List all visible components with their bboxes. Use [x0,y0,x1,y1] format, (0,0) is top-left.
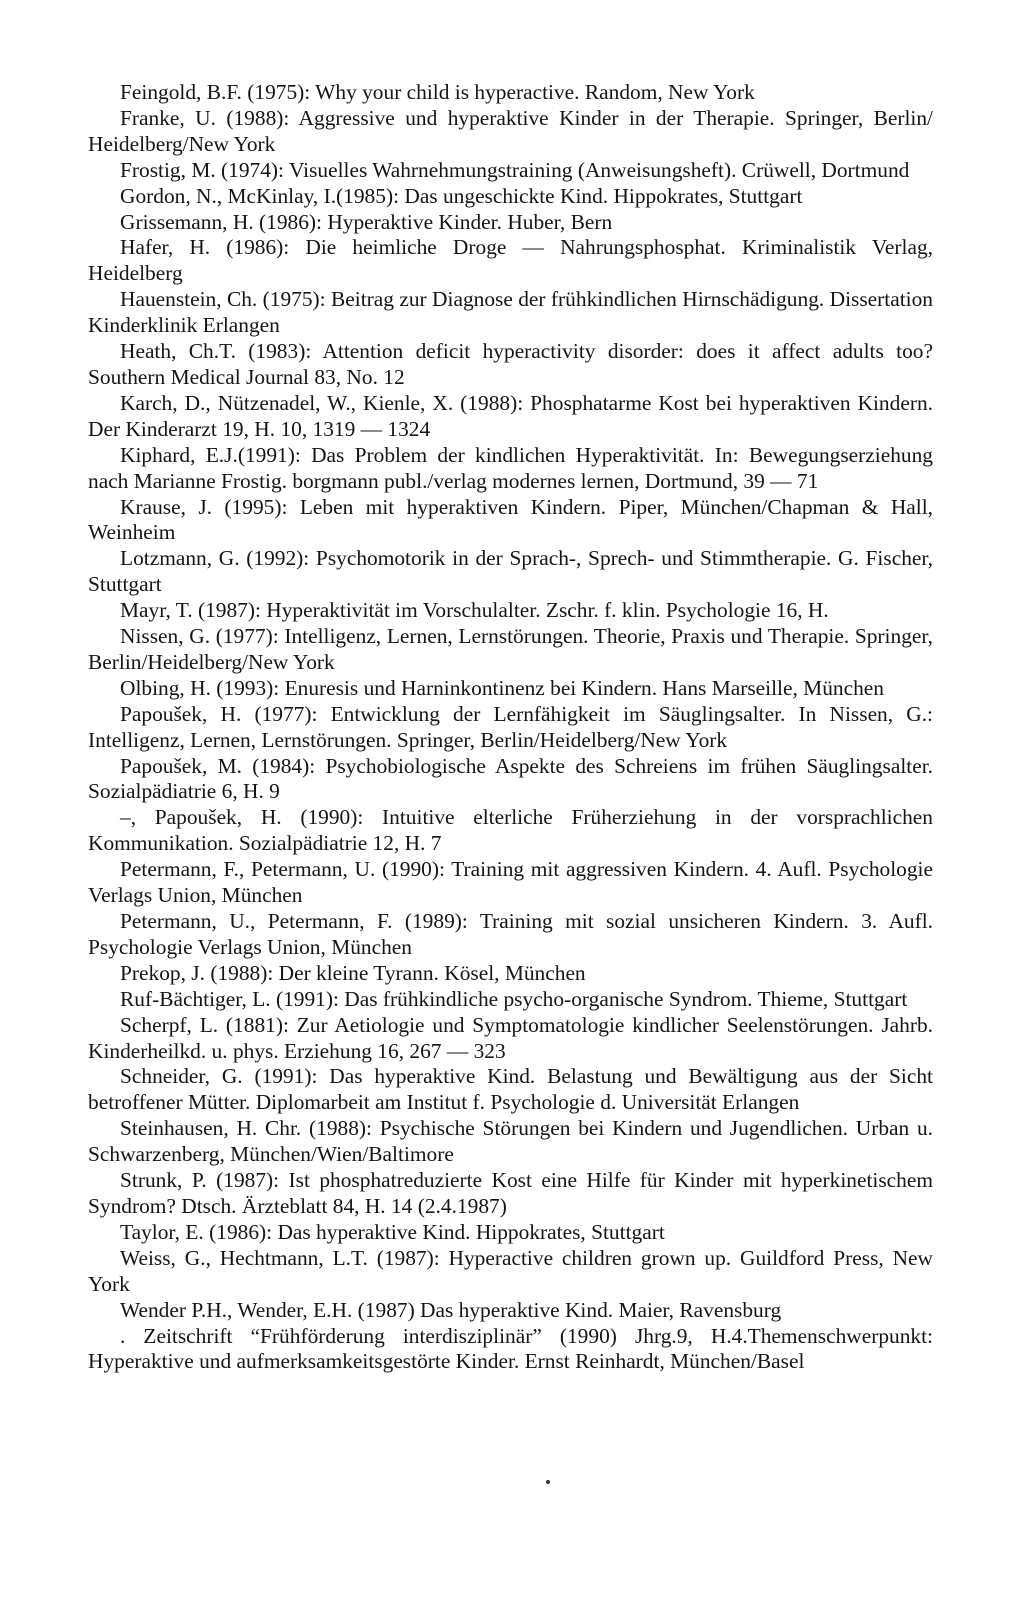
reference-hauenstein: Hauenstein, Ch. (1975): Beitrag zur Diagnose der frühkindlichen Hirnschädigung. Dissertation Kinderklinik Erlangen [88,287,933,338]
reference-krause: Krause, J. (1995): Leben mit hyperaktiven Kindern. Piper, München/Chapman & Hall, Weinheim [88,494,933,545]
reference-list [88,80,933,1375]
reference-papousek-h: Papoušek, H. (1977): Entwicklung der Lernfähigkeit im Säuglingsalter. In Nissen, G.: Intelligenz, Lernen, Lernstörungen. Springer, Berlin/Heidelberg/New York [88,701,933,752]
reference-mayr: Mayr, T. (1987): Hyperaktivität im Vorschulalter. Zschr. f. klin. Psychologie 16, H. [120,598,829,623]
reference-wender: Wender P.H., Wender, E.H. (1987) Das hyperaktive Kind. Maier, Ravensburg [120,1297,782,1322]
reference-strunk: Strunk, P. (1987): Ist phosphatreduzierte Kost eine Hilfe für Kinder mit hyperkinetischem Syndrom? Dtsch. Ärzteblatt 84, H. 14 (2.4.1987) [88,1168,933,1218]
reference-papousek-h-1990: –, Papoušek, H. (1990): Intuitive elterliche Früherziehung in der vorsprachlichen Kommunikation. Sozialpädiatrie 12, H. 7 [88,805,933,856]
reference-franke: Franke, U. (1988): Aggressive und hyperaktive Kinder in der Therapie. Springer, Berlin/ Heidelberg/New York [88,105,933,156]
reference-weiss: Weiss, G., Hechtmann, L.T. (1987): Hyperactive children grown up. Guildford Press, New York [88,1245,933,1296]
reference-steinhausen: Steinhausen, H. Chr. (1988): Psychische Störungen bei Kindern und Jugendlichen. Urban u. Schwarzenberg, München/Wien/Baltimore [88,1116,933,1167]
stray-dot-mark [546,1480,550,1484]
reference-kiphard: Kiphard, E.J.(1991): Das Problem der kindlichen Hyperaktivität. In: Bewegungserziehung nach Marianne Frostig. borgmann publ./verlag modernes lernen, Dortmund, 39 — 71 [88,442,933,493]
reference-grissemann: Grissemann, H. (1986): Hyperaktive Kinder. Huber, Bern [120,209,613,234]
reference-heath: Heath, Ch.T. (1983): Attention deficit hyperactivity disorder: does it affect adults too? Southern Medical Journal 83, No. 12 [88,339,933,389]
reference-ruf-baechtiger: Ruf-Bächtiger, L. (1991): Das frühkindliche psycho-organische Syndrom. Thieme, Stuttgart [120,986,908,1011]
reference-nissen: Nissen, G. (1977): Intelligenz, Lernen, Lernstörungen. Theorie, Praxis und Therapie. Springer, Berlin/Heidelberg/New York [88,624,933,674]
reference-prekop: Prekop, J. (1988): Der kleine Tyrann. Kösel, München [120,960,586,985]
reference-petermann-f: Petermann, F., Petermann, U. (1990): Training mit aggressiven Kindern. 4. Aufl. Psychologie Verlags Union, München [88,857,933,908]
reference-feingold: Feingold, B.F. (1975): Why your child is hyperactive. Random, New York [120,80,755,104]
reference-schneider: Schneider, G. (1991): Das hyperaktive Kind. Belastung und Bewältigung aus der Sicht betroffener Mütter. Diplomarbeit am Institut f. Psychologie d. Universität Erlangen [88,1064,933,1115]
reference-gordon: Gordon, N., McKinlay, I.(1985): Das ungeschickte Kind. Hippokrates, Stuttgart [120,183,803,208]
reference-frostig: Frostig, M. (1974): Visuelles Wahrnehmungstraining (Anweisungsheft). Crüwell, Dortmund [120,157,910,182]
reference-scherpf: Scherpf, L. (1881): Zur Aetiologie und Symptomatologie kindlicher Seelenstörungen. Jahrb. Kinderheilkd. u. phys. Erziehung 16, 267 — 323 [88,1012,933,1063]
reference-petermann-u: Petermann, U., Petermann, F. (1989): Training mit sozial unsicheren Kindern. 3. Aufl. Psychologie Verlags Union, München [88,909,933,959]
reference-karch: Karch, D., Nützenadel, W., Kienle, X. (1988): Phosphatarme Kost bei hyperaktiven Kindern. Der Kinderarzt 19, H. 10, 1319 — 1324 [88,390,933,441]
reference-taylor: Taylor, E. (1986): Das hyperaktive Kind. Hippokrates, Stuttgart [120,1219,665,1244]
reference-lotzmann: Lotzmann, G. (1992): Psychomotorik in der Sprach-, Sprech- und Stimmtherapie. G. Fischer, Stuttgart [88,546,933,597]
reference-olbing: Olbing, H. (1993): Enuresis und Harninkontinenz bei Kindern. Hans Marseille, München [120,675,884,700]
reference-zeitschrift: . Zeitschrift “Frühförderung interdisziplinär” (1990) Jhrg.9, H.4.Themenschwerpunkt: Hyperaktive und aufmerksamkeitsgestörte Kinder. Ernst Reinhardt, München/Basel [88,1323,933,1374]
reference-hafer: Hafer, H. (1986): Die heimliche Droge — Nahrungsphosphat. Kriminalistik Verlag, Heidelberg [88,235,933,286]
reference-papousek-m: Papoušek, M. (1984): Psychobiologische Aspekte des Schreiens im frühen Säuglingsalter. Sozialpädiatrie 6, H. 9 [88,753,933,804]
